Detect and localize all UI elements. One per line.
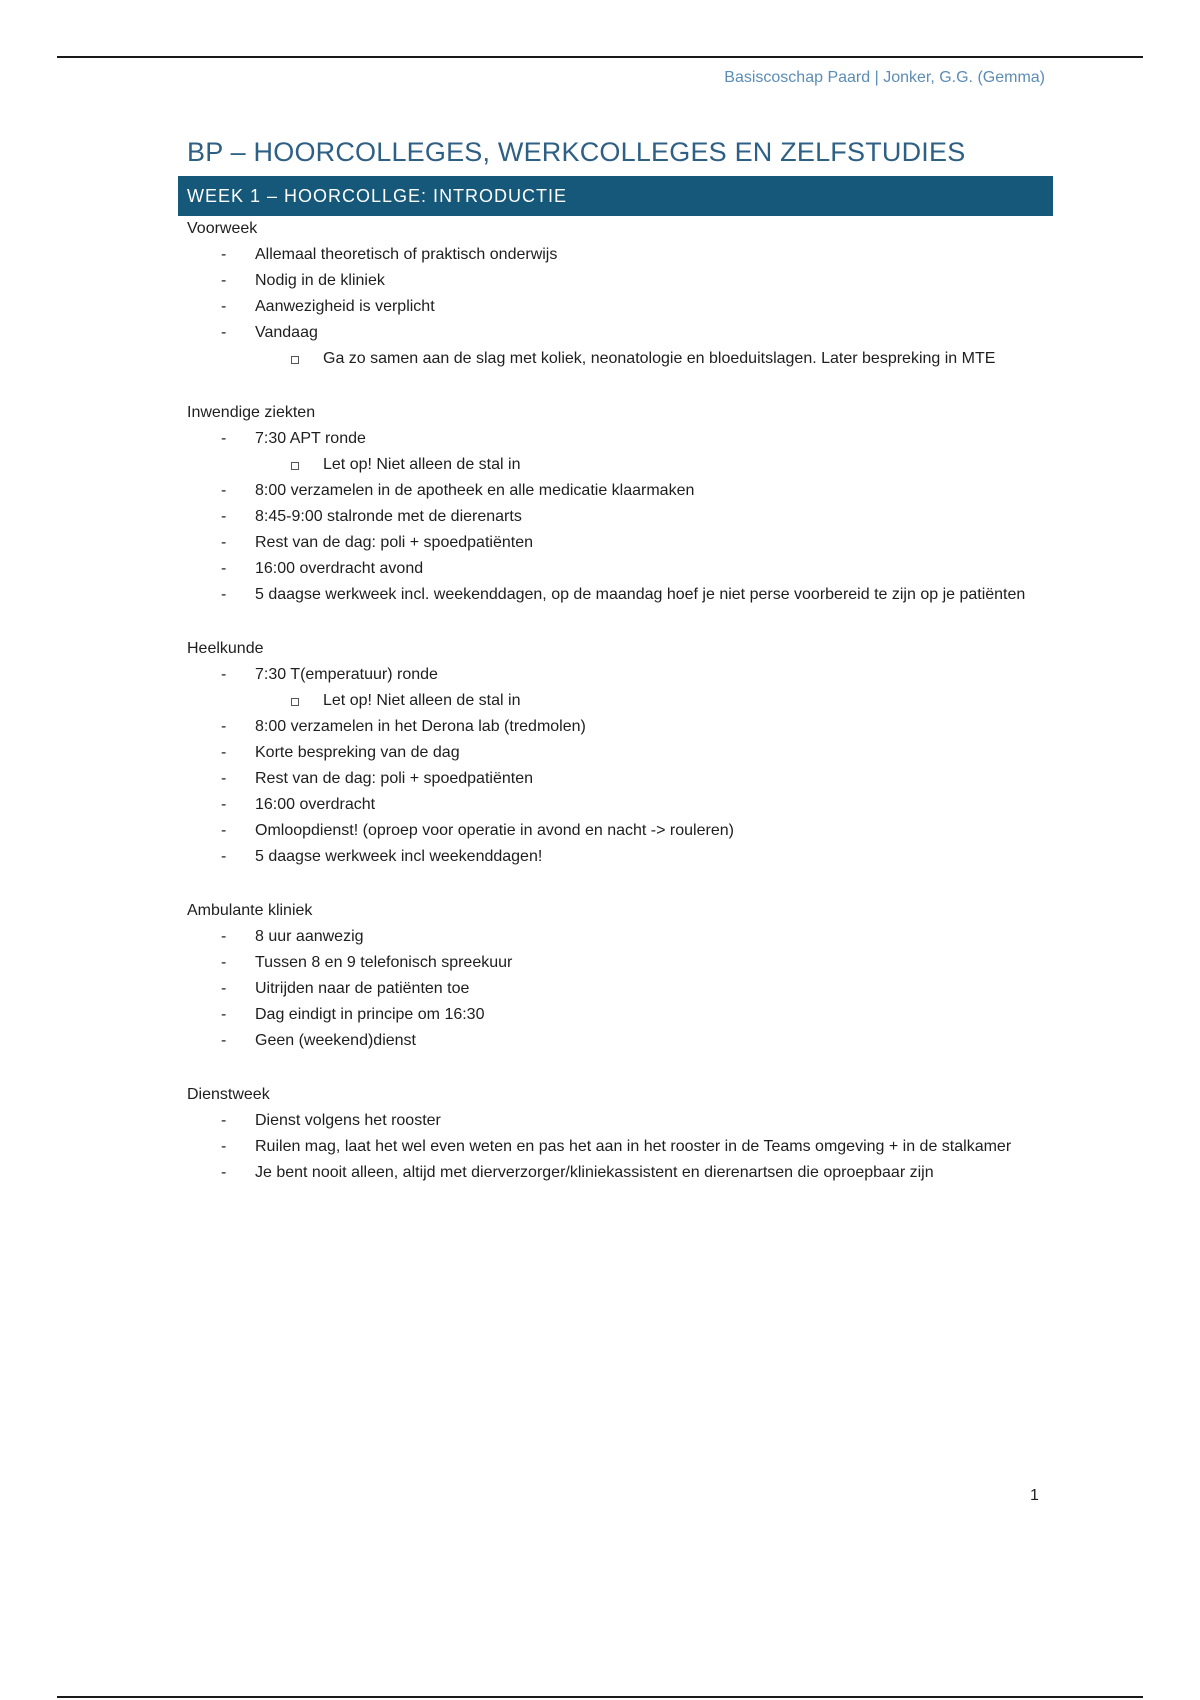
dash-bullet-icon: - xyxy=(221,770,227,787)
list-item xyxy=(178,924,1053,950)
week-banner: WEEK 1 – HOORCOLLGE: INTRODUCTIE xyxy=(178,176,1053,216)
dash-bullet-icon: - xyxy=(221,272,227,289)
list-item xyxy=(178,844,1053,870)
running-header: Basiscoschap Paard | Jonker, G.G. (Gemma) xyxy=(724,69,1045,86)
sub-bullet-list xyxy=(255,688,1053,714)
sub-list-item-text: Let op! Niet alleen de stal in xyxy=(323,456,521,473)
list-item-text: 16:00 overdracht avond xyxy=(255,560,424,577)
bullet-list xyxy=(178,426,1053,608)
list-item-text: 16:00 overdracht xyxy=(255,796,376,813)
sub-list-item xyxy=(255,688,1053,714)
list-item xyxy=(178,1160,1053,1186)
list-item-text: Geen (weekend)dienst xyxy=(255,1032,416,1049)
dash-bullet-icon: - xyxy=(221,246,227,263)
list-item-text: Dag eindigt in principe om 16:30 xyxy=(255,1006,485,1023)
dash-bullet-icon: - xyxy=(221,560,227,577)
dash-bullet-icon: - xyxy=(221,1164,227,1181)
dash-bullet-icon: - xyxy=(221,324,227,341)
dash-bullet-icon: - xyxy=(221,1032,227,1049)
sub-list-item xyxy=(255,452,1053,478)
list-item xyxy=(178,740,1053,766)
square-bullet-icon xyxy=(291,698,299,706)
list-item-text: 8:00 verzamelen in het Derona lab (tredmolen) xyxy=(255,718,586,735)
list-item-text: 8:00 verzamelen in de apotheek en alle medicatie klaarmaken xyxy=(255,482,695,499)
dash-bullet-icon: - xyxy=(221,796,227,813)
list-item xyxy=(178,1028,1053,1054)
list-item-text: 7:30 APT ronde xyxy=(255,430,366,447)
section-heading: Ambulante kliniek xyxy=(187,902,313,919)
dash-bullet-icon: - xyxy=(221,508,227,525)
list-item xyxy=(178,1134,1053,1160)
list-item xyxy=(178,950,1053,976)
list-item xyxy=(178,766,1053,792)
list-item-text: Rest van de dag: poli + spoedpatiënten xyxy=(255,534,533,551)
list-item xyxy=(178,268,1053,294)
section-heading: Voorweek xyxy=(187,220,258,237)
list-item-text: Nodig in de kliniek xyxy=(255,272,385,289)
list-item-text: Korte bespreking van de dag xyxy=(255,744,460,761)
bullet-list xyxy=(178,242,1053,372)
list-item xyxy=(178,242,1053,268)
list-item xyxy=(178,662,1053,714)
dash-bullet-icon: - xyxy=(221,534,227,551)
bullet-list xyxy=(178,662,1053,870)
square-bullet-icon xyxy=(291,356,299,364)
section xyxy=(178,216,1053,372)
sub-list-item-text: Ga zo samen aan de slag met koliek, neonatologie en bloeduitslagen. Later bespreking in MTE xyxy=(323,350,996,367)
bullet-list xyxy=(178,924,1053,1054)
list-item-text: Omloopdienst! (oproep voor operatie in avond en nacht -> rouleren) xyxy=(255,822,734,839)
list-item xyxy=(178,818,1053,844)
list-item-text: Je bent nooit alleen, altijd met dierverzorger/kliniekassistent en dierenartsen die oproepbaar zijn xyxy=(255,1164,934,1181)
list-item-text: 8:45-9:00 stalronde met de dierenarts xyxy=(255,508,522,525)
square-bullet-icon xyxy=(291,462,299,470)
dash-bullet-icon: - xyxy=(221,586,227,603)
dash-bullet-icon: - xyxy=(221,848,227,865)
list-item xyxy=(178,294,1053,320)
sub-bullet-list xyxy=(255,452,1053,478)
footer-rule xyxy=(57,1696,1143,1698)
list-item xyxy=(178,320,1053,372)
list-item xyxy=(178,1002,1053,1028)
dash-bullet-icon: - xyxy=(221,928,227,945)
list-item xyxy=(178,714,1053,740)
dash-bullet-icon: - xyxy=(221,744,227,761)
list-item-text: Tussen 8 en 9 telefonisch spreekuur xyxy=(255,954,513,971)
list-item-text: Vandaag xyxy=(255,324,318,341)
bullet-list xyxy=(178,1108,1053,1186)
dash-bullet-icon: - xyxy=(221,666,227,683)
list-item xyxy=(178,976,1053,1002)
sub-list-item xyxy=(255,346,1053,372)
list-item xyxy=(178,792,1053,818)
dash-bullet-icon: - xyxy=(221,1006,227,1023)
dash-bullet-icon: - xyxy=(221,980,227,997)
page-number: 1 xyxy=(1030,1487,1039,1504)
dash-bullet-icon: - xyxy=(221,1112,227,1129)
list-item xyxy=(178,504,1053,530)
dash-bullet-icon: - xyxy=(221,954,227,971)
section-heading: Inwendige ziekten xyxy=(187,404,316,421)
sections-container xyxy=(178,216,1053,1186)
section xyxy=(178,400,1053,608)
list-item-text: 8 uur aanwezig xyxy=(255,928,364,945)
list-item-text: Uitrijden naar de patiënten toe xyxy=(255,980,470,997)
dash-bullet-icon: - xyxy=(221,482,227,499)
list-item-text: 5 daagse werkweek incl. weekenddagen, op de maandag hoef je niet perse voorbereid te zijn op je patiënten xyxy=(255,586,1026,603)
list-item-text: Aanwezigheid is verplicht xyxy=(255,298,435,315)
section-heading: Dienstweek xyxy=(187,1086,270,1103)
document-title: BP – HOORCOLLEGES, WERKCOLLEGES EN ZELFSTUDIES xyxy=(187,137,966,167)
document-body xyxy=(178,134,1053,1186)
dash-bullet-icon: - xyxy=(221,718,227,735)
list-item xyxy=(178,556,1053,582)
list-item xyxy=(178,1108,1053,1134)
list-item xyxy=(178,478,1053,504)
section xyxy=(178,898,1053,1054)
dash-bullet-icon: - xyxy=(221,430,227,447)
dash-bullet-icon: - xyxy=(221,822,227,839)
header-rule xyxy=(57,56,1143,58)
section-heading: Heelkunde xyxy=(187,640,264,657)
list-item-text: 5 daagse werkweek incl weekenddagen! xyxy=(255,848,543,865)
list-item xyxy=(178,582,1053,608)
list-item-text: Ruilen mag, laat het wel even weten en pas het aan in het rooster in de Teams omgeving + in de stalkamer xyxy=(255,1138,1012,1155)
list-item xyxy=(178,530,1053,556)
list-item xyxy=(178,426,1053,478)
dash-bullet-icon: - xyxy=(221,1138,227,1155)
list-item-text: Allemaal theoretisch of praktisch onderwijs xyxy=(255,246,558,263)
sub-bullet-list xyxy=(255,346,1053,372)
list-item-text: Dienst volgens het rooster xyxy=(255,1112,441,1129)
list-item-text: Rest van de dag: poli + spoedpatiënten xyxy=(255,770,533,787)
section xyxy=(178,1082,1053,1186)
dash-bullet-icon: - xyxy=(221,298,227,315)
list-item-text: 7:30 T(emperatuur) ronde xyxy=(255,666,438,683)
section xyxy=(178,636,1053,870)
sub-list-item-text: Let op! Niet alleen de stal in xyxy=(323,692,521,709)
